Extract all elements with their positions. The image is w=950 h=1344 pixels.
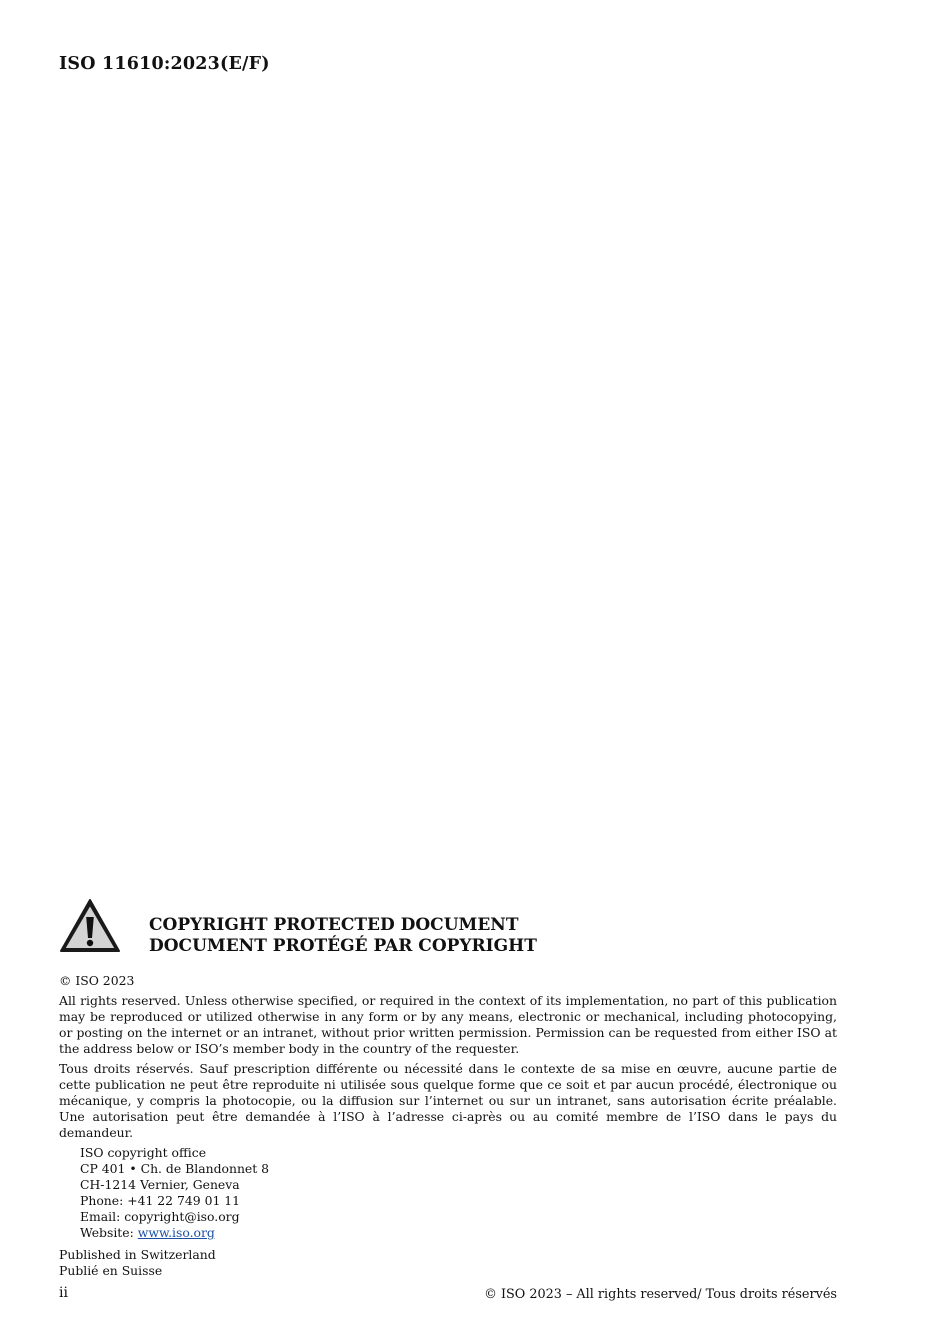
- published-english: Published in Switzerland: [59, 1247, 216, 1262]
- website-link[interactable]: www.iso.org: [137, 1225, 215, 1240]
- warning-triangle-icon: [59, 898, 121, 954]
- phone-number: Phone: +41 22 749 01 11: [80, 1193, 241, 1208]
- notice-title-english: COPYRIGHT PROTECTED DOCUMENT: [149, 915, 519, 935]
- website-label: Website:: [80, 1225, 138, 1240]
- notice-title-french: DOCUMENT PROTÉGÉ PAR COPYRIGHT: [149, 936, 537, 956]
- warning-header: [59, 896, 837, 958]
- copyright-line: © ISO 2023: [59, 973, 135, 988]
- rights-paragraph-english: All rights reserved. Unless otherwise specified, or required in the context of its implementation, no part of this publication may be reproduced or utilized otherwise in any form or by any means, electronic or mechanical, including photocopying, or posting on the internet or an intranet, without prior written permission. Permission can be requested from either ISO at the address below or ISO’s member body in the country of the requester.: [59, 993, 837, 1056]
- page-number: ii: [59, 1285, 68, 1301]
- document-id: ISO 11610:2023(E/F): [59, 54, 270, 74]
- email-address: Email: copyright@iso.org: [80, 1209, 240, 1224]
- office-name: ISO copyright office: [80, 1145, 207, 1160]
- rights-paragraph-french: Tous droits réservés. Sauf prescription différente ou nécessité dans le contexte de sa mise en œuvre, aucune partie de cette publication ne peut être reproduite ni utilisée sous quelque forme que ce soit et par aucun procédé, électronique ou mécanique, y compris la photocopie, ou la diffusion sur l’internet ou sur un intranet, sans autorisation écrite préalable. Une autorisation peut être demandée à l’ISO à l’adresse ci-après ou au comité membre de l’ISO dans le pays du demandeur.: [59, 1061, 837, 1140]
- website-line: [80, 1225, 837, 1241]
- copyright-notice: [59, 896, 837, 1279]
- notice-titles: [149, 915, 537, 957]
- published-french: Publié en Suisse: [59, 1263, 163, 1278]
- postal-address: [59, 1145, 837, 1241]
- footer-copyright: © ISO 2023 – All rights reserved/ Tous droits réservés: [484, 1287, 837, 1302]
- city-address: CH-1214 Vernier, Geneva: [80, 1177, 240, 1192]
- street-address: CP 401 • Ch. de Blandonnet 8: [80, 1161, 270, 1176]
- published-info: [59, 1247, 837, 1279]
